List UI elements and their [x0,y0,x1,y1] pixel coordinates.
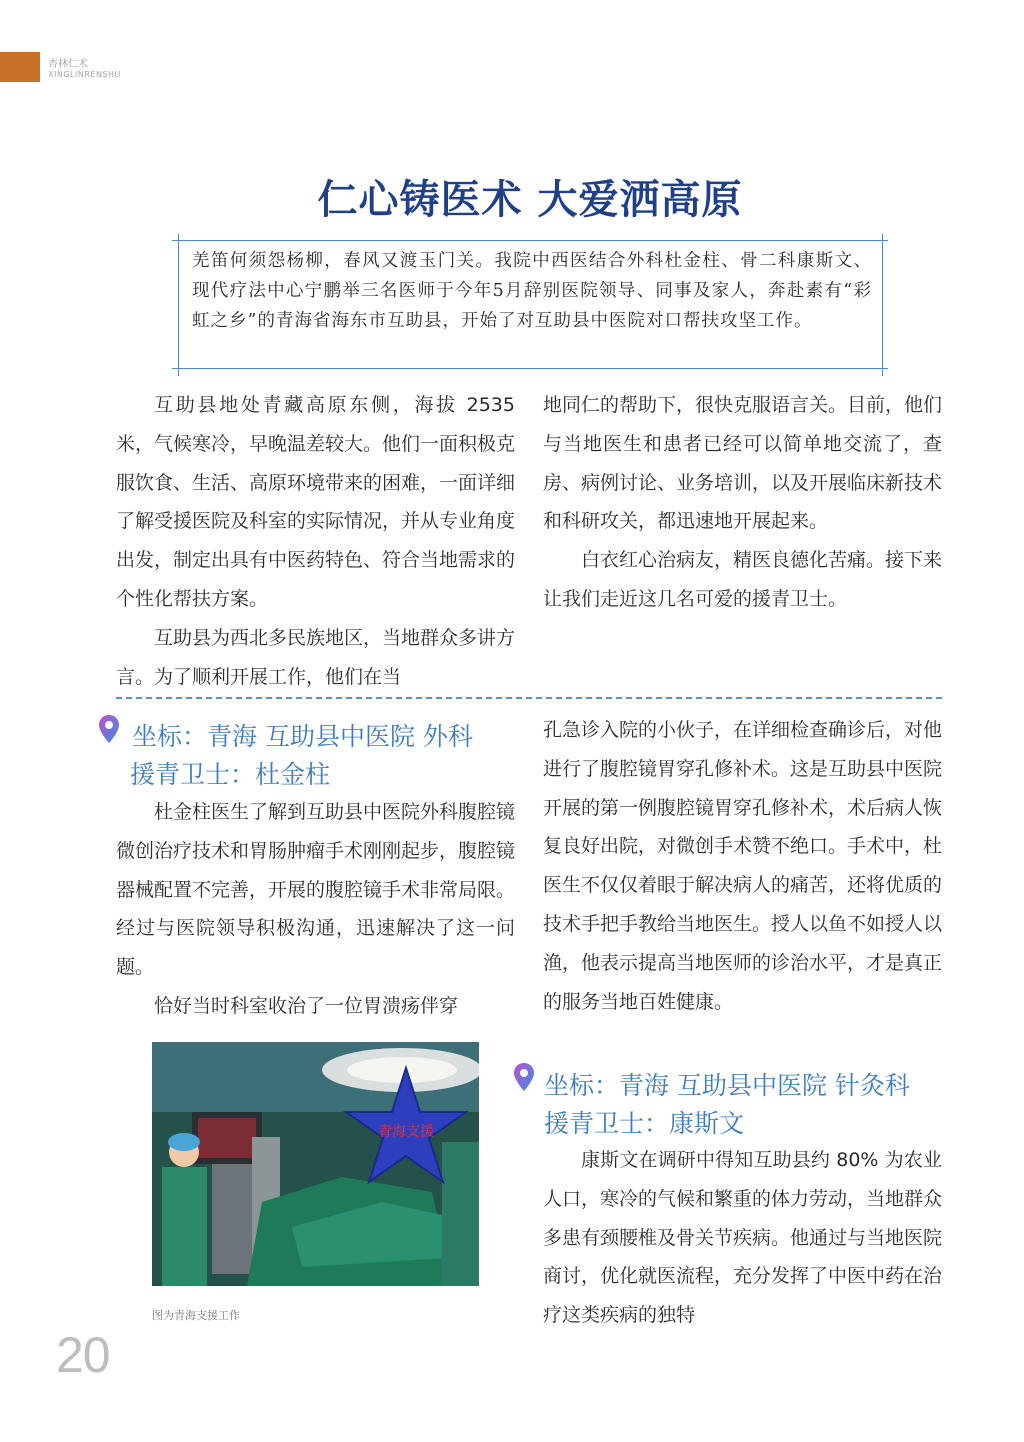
section1-person: 援青卫士：杜金柱 [130,760,331,789]
section2-person: 援青卫士：康斯文 [544,1109,745,1138]
paragraph: 地同仁的帮助下，很快克服语言关。目前，他们与当地医生和患者已经可以简单地交流了，查房、病例讨论、业务培训，以及开展临床新技术和科研攻关，都迅速地开展起来。 [543,394,943,533]
section1-left-column [116,793,515,1026]
location-pin-icon [98,714,120,744]
surgery-photo [152,1042,479,1286]
page-number: 20 [56,1327,110,1383]
section2-column [543,1141,942,1335]
intro-box [172,234,888,376]
paragraph: 杜金柱医生了解到互助县中医院外科腹腔镜微创治疗技术和胃肠肿瘤手术刚刚起步，腹腔镜器械配置不完善，开展的腹腔镜手术非常局限。经过与医院领导积极沟通，迅速解决了这一问题。 [116,801,516,979]
location-pin-icon [513,1062,535,1092]
paragraph: 互助县地处青藏高原东侧，海拔 2535 米，气候寒冷，早晚温差较大。他们一面积极克服饮食、生活、高原环境带来的困难，一面详细了解受援医院及科室的实际情况，并从专业角度出发，制定出具有中医药特色、符合当地需求的个性化帮扶方案。 [116,394,516,610]
top-right-column [543,386,942,619]
paragraph: 互助县为西北多民族地区，当地群众多讲方言。为了顺利开展工作，他们在当 [116,626,516,688]
section1-location: 坐标：青海 互助县中医院 外科 [132,722,473,751]
section1-right-column [543,711,942,1021]
section-name-pinyin: XINGLINRENSHU [48,70,121,79]
section-name: 杏林仁术 [48,59,88,70]
intro-text: 羌笛何须怨杨柳，春风又渡玉门关。我院中西医结合外科杜金柱、骨二科康斯文、现代疗法中心宁鹏举三名医师于今年5月辞别医院领导、同事及家人，奔赴素有“彩虹之乡”的青海省海东市互助县，开始了对互助县中医院对口帮扶攻坚工作。 [192,251,872,331]
top-left-column [116,386,515,696]
section-color-tab [0,52,40,82]
photo-caption: 图为青海支援工作 [152,1309,240,1322]
paragraph: 康斯文在调研中得知互助县约 80% 为农业人口，寒冷的气候和繁重的体力劳动，当地群众多患有颈腰椎及骨关节疾病。他通过与当地医院商讨，优化就医流程，充分发挥了中医中药在治疗这类疾病的独特 [543,1149,943,1327]
article-title: 仁心铸医术 大爱洒高原 [317,176,743,223]
paragraph: 白衣红心治病友，精医良德化苦痛。接下来让我们走近这几名可爱的援青卫士。 [543,549,943,610]
section-divider [116,697,942,699]
paragraph: 孔急诊入院的小伙子，在详细检查确诊后，对他进行了腹腔镜胃穿孔修补术。这是互助县中医院开展的第一例腹腔镜胃穿孔修补术，术后病人恢复良好出院，对微创手术赞不绝口。手术中，杜医生不仅仅着眼于解决病人的痛苦，还将优质的技术手把手教给当地医生。授人以鱼不如授人以渔，他表示提高当地医师的诊治水平，才是真正的服务当地百姓健康。 [543,719,943,1013]
section2-location: 坐标：青海 互助县中医院 针灸科 [544,1071,910,1100]
paragraph: 恰好当时科室收治了一位胃溃疡伴穿 [154,994,459,1017]
photo-badge-text: 青海支援 [378,1123,434,1139]
